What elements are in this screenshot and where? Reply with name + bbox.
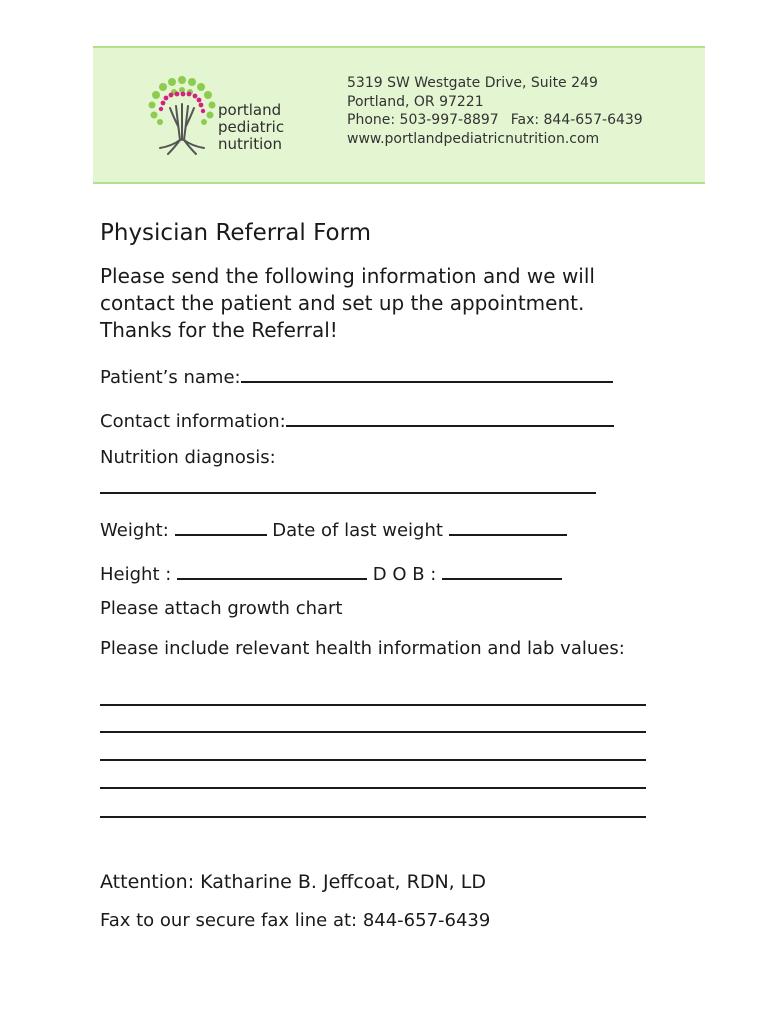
logo-line: portland [218,101,282,119]
company-logo [146,74,286,158]
website-link[interactable]: www.portlandpediatricnutrition.com [347,130,600,147]
intro-text [100,263,620,344]
logo-wordmark [218,102,284,153]
dob-field[interactable] [442,560,562,580]
contact-info-field[interactable] [286,407,614,427]
fax-number: Fax: 844-657-6439 [510,112,643,128]
address-line-2: Portland, OR 97221 [347,93,484,110]
intro-line: Thanks for the Referral! [100,318,338,342]
height-field[interactable] [177,560,367,580]
health-info-line[interactable] [100,704,646,706]
form-title: Physician Referral Form [100,220,372,246]
diagnosis-field[interactable] [100,492,596,494]
tree-logo-icon [146,74,218,158]
attention-line: Attention: Katharine B. Jeffcoat, RDN, LD [100,871,486,893]
intro-line: Please send the following information and we will [100,264,595,288]
health-info-line[interactable] [100,787,646,789]
logo-line: nutrition [218,135,282,153]
contact-block [347,74,643,148]
diagnosis-label: Nutrition diagnosis: [100,447,276,468]
date-last-weight-label: Date of last weight [272,520,443,541]
fax-instruction: Fax to our secure fax line at: 844-657-6439 [100,910,491,931]
dob-label: D O B : [372,564,437,585]
health-info-line[interactable] [100,816,646,818]
health-info-line[interactable] [100,731,646,733]
logo-line: pediatric [218,118,285,136]
address-line-1: 5319 SW Westgate Drive, Suite 249 [347,75,598,91]
intro-line: contact the patient and set up the appointment. [100,291,585,315]
phone-fax-line [347,111,643,130]
patient-name-label: Patient’s name: [100,367,241,388]
phone-number: Phone: 503-997-8897 [347,112,499,128]
patient-name-field[interactable] [241,363,613,383]
weight-label: Weight: [100,520,169,541]
date-last-weight-field[interactable] [449,516,567,536]
contact-info-row [100,407,614,432]
growth-chart-note: Please attach growth chart [100,598,343,619]
health-info-line[interactable] [100,759,646,761]
height-label: Height : [100,564,172,585]
contact-info-label: Contact information: [100,411,286,432]
patient-name-row [100,363,613,388]
weight-field[interactable] [175,516,267,536]
height-row [100,560,562,585]
weight-row [100,516,567,541]
health-info-note: Please include relevant health information and lab values: [100,638,625,659]
